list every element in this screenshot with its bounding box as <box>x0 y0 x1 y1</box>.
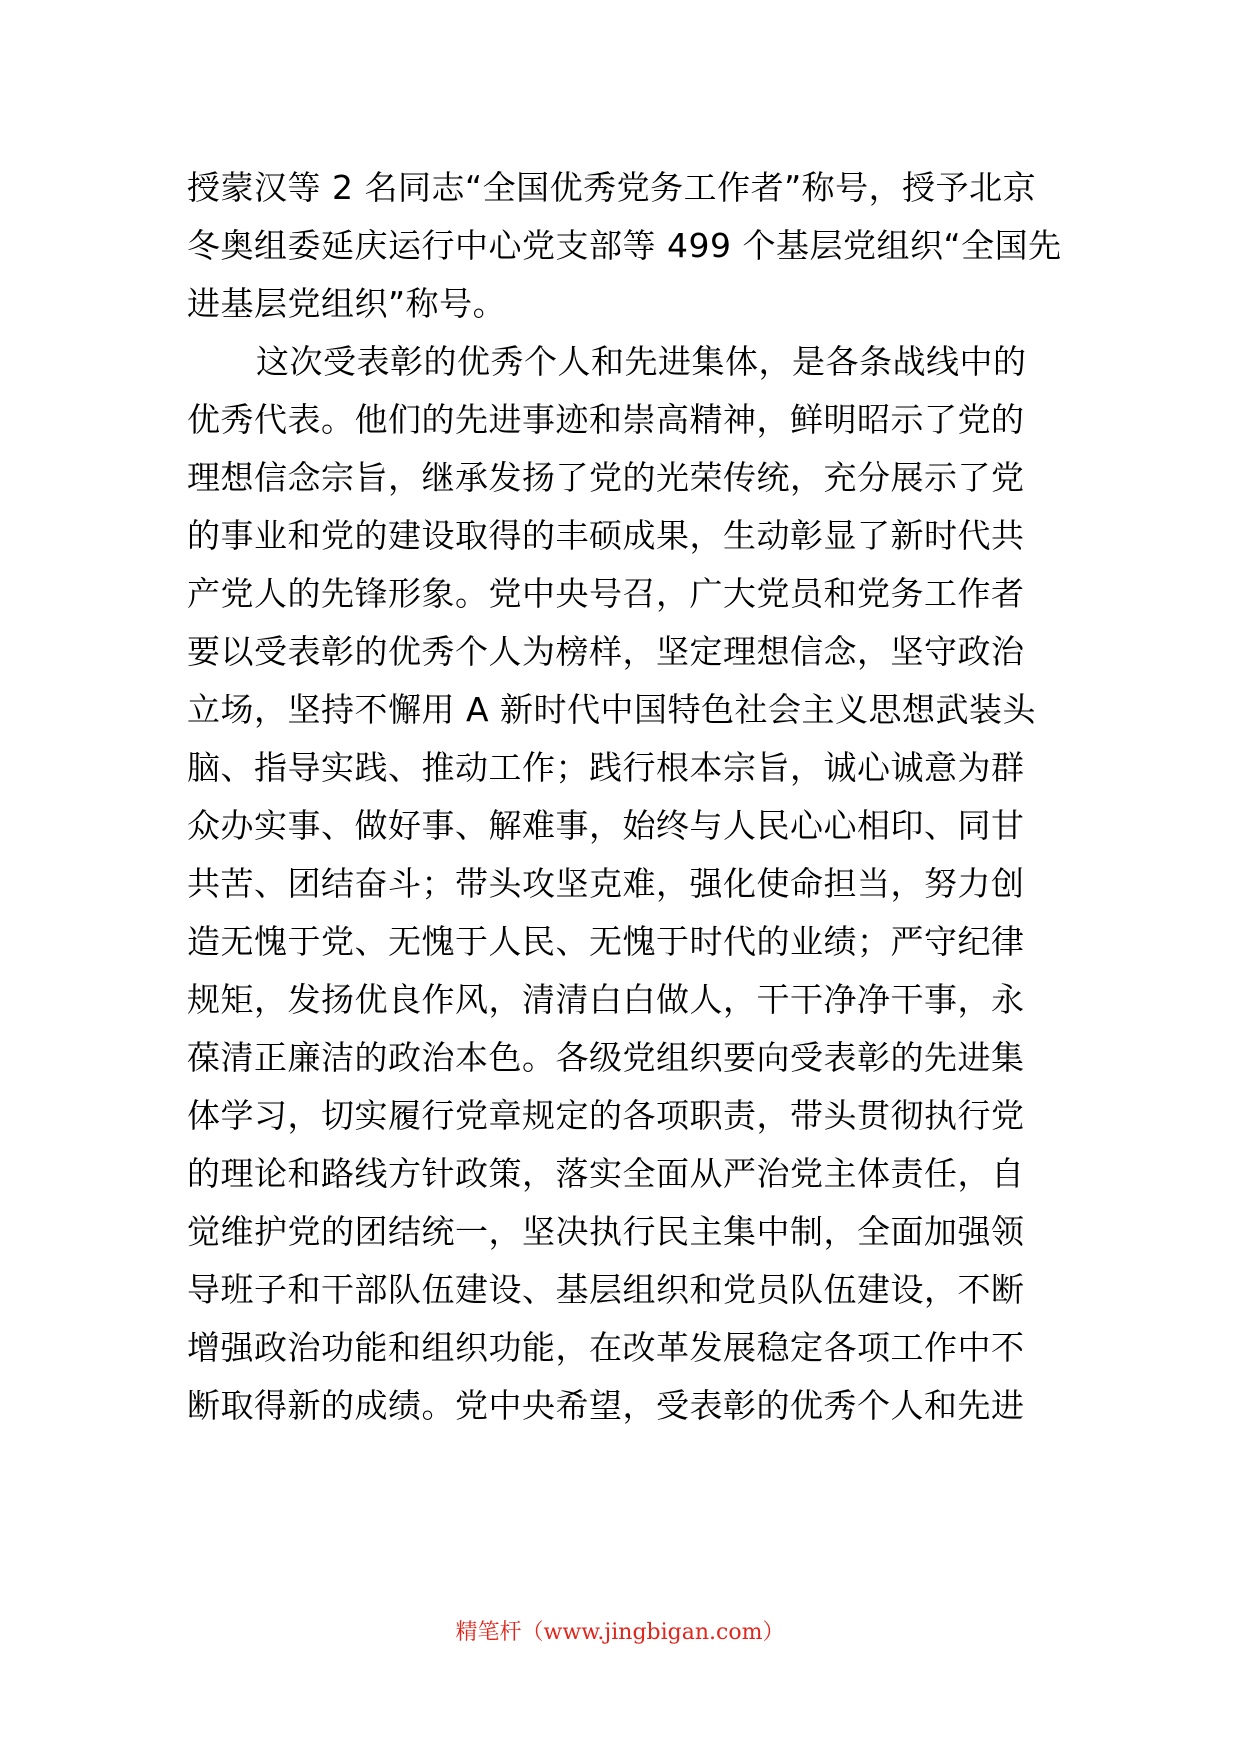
paragraph-first-line: 这次受表彰的优秀个人和先进集体，是各条战线中的 <box>256 342 1027 381</box>
body-text-line: 导班子和干部队伍建设、基层组织和党员队伍建设，不断 <box>187 1270 1025 1309</box>
body-text-line: 优秀代表。他们的先进事迹和崇高精神，鲜明昭示了党的 <box>187 400 1025 439</box>
body-text-line: 众办实事、做好事、解难事，始终与人民心心相印、同甘 <box>187 806 1025 845</box>
body-text-line: 的事业和党的建设取得的丰硕成果，生动彰显了新时代共 <box>187 516 1025 555</box>
body-text-line: 要以受表彰的优秀个人为榜样，坚定理想信念，坚守政治 <box>187 632 1025 671</box>
body-text-line: 断取得新的成绩。党中央希望，受表彰的优秀个人和先进 <box>187 1386 1025 1425</box>
body-text-line: 葆清正廉洁的政治本色。各级党组织要向受表彰的先进集 <box>187 1038 1025 1077</box>
body-text-line: 脑、指导实践、推动工作；践行根本宗旨，诚心诚意为群 <box>187 748 1025 787</box>
body-text-line: 造无愧于党、无愧于人民、无愧于时代的业绩；严守纪律 <box>187 922 1025 961</box>
body-text-line: 体学习，切实履行党章规定的各项职责，带头贯彻执行党 <box>187 1096 1025 1135</box>
body-text-line: 的理论和路线方针政策，落实全面从严治党主体责任，自 <box>187 1154 1025 1193</box>
body-text-line: 共苦、团结奋斗；带头攻坚克难，强化使命担当，努力创 <box>187 864 1025 903</box>
body-text-line: 理想信念宗旨，继承发扬了党的光荣传统，充分展示了党 <box>187 458 1025 497</box>
body-text-line: 觉维护党的团结统一，坚决执行民主集中制，全面加强领 <box>187 1212 1025 1251</box>
body-text-line: 立场，坚持不懈用 A 新时代中国特色社会主义思想武装头 <box>187 690 1037 729</box>
body-text-line: 授蒙汉等 2 名同志“全国优秀党务工作者”称号，授予北京 <box>187 168 1037 207</box>
body-text-line: 增强政治功能和组织功能，在改革发展稳定各项工作中不 <box>187 1328 1025 1367</box>
body-text-line: 产党人的先锋形象。党中央号召，广大党员和党务工作者 <box>187 574 1025 613</box>
footer-watermark: 精笔杆（www.jingbigan.com） <box>455 1620 785 1645</box>
body-text-line: 冬奥组委延庆运行中心党支部等 499 个基层党组织“全国先 <box>187 226 1062 265</box>
body-text-line: 进基层党组织”称号。 <box>187 284 507 323</box>
body-text-line: 规矩，发扬优良作风，清清白白做人，干干净净干事，永 <box>187 980 1025 1019</box>
